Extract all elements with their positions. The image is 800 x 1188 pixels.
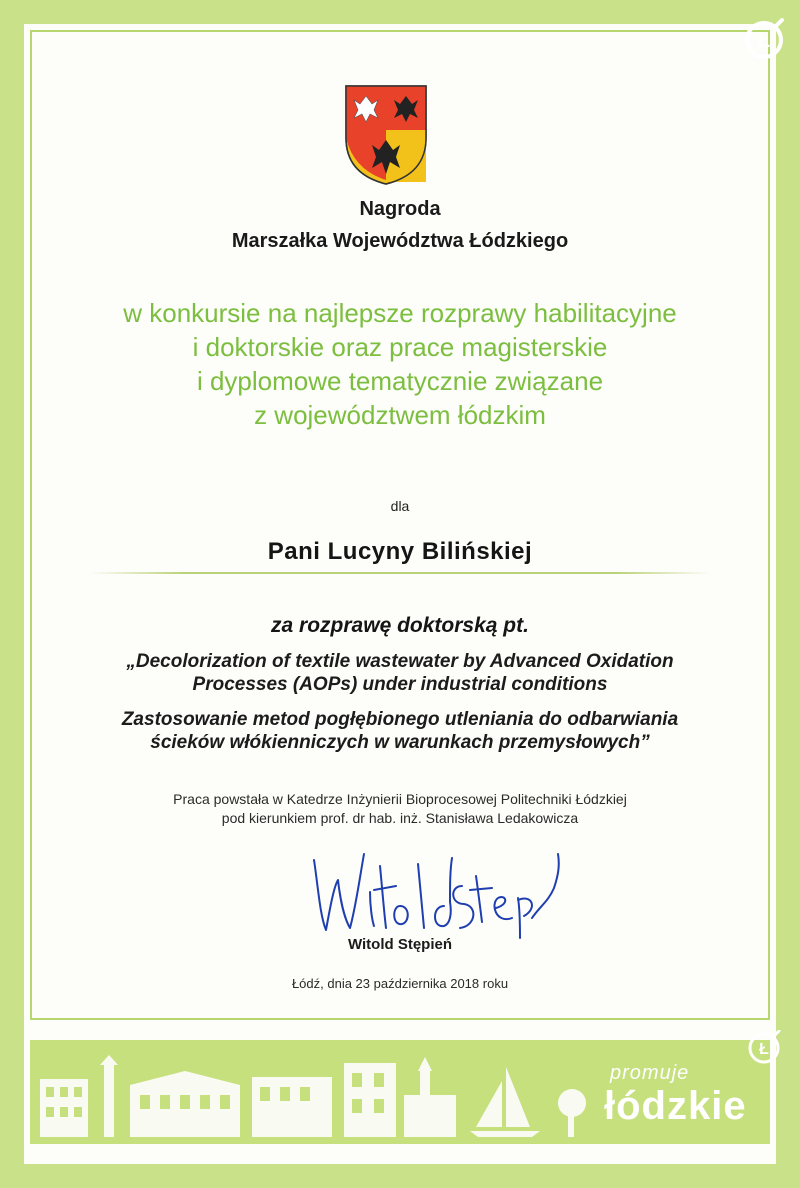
for-label: dla — [390, 498, 410, 514]
coat-of-arms-icon — [342, 82, 430, 186]
thesis-title-en-line: „Decolorization of textile wastewater by Advanced Oxidation — [126, 651, 674, 672]
award-title: Nagroda — [359, 198, 441, 220]
contest-line: i doktorskie oraz prace magisterskie — [192, 332, 608, 362]
origin-line: pod kierunkiem prof. dr hab. inż. Stanisława Ledakowicza — [221, 810, 579, 826]
contest-description — [60, 296, 740, 432]
award-subtitle: Marszałka Województwa Łódzkiego — [231, 230, 569, 252]
contest-line: z województwem łódzkim — [254, 400, 546, 430]
thesis-title-pl-line: Zastosowanie metod pogłębionego utleniania do odbarwiania — [121, 709, 679, 730]
lodzkie-banner-badge-icon — [746, 1030, 782, 1066]
thesis-title — [60, 650, 740, 754]
contest-line: i dyplomowe tematycznie związane — [196, 366, 604, 396]
issue-date: Łódź, dnia 23 października 2018 roku — [291, 976, 509, 991]
recipient-name: Pani Lucyny Bilińskiej — [267, 538, 533, 565]
origin-line: Praca powstała w Katedrze Inżynierii Bioprocesowej Politechniki Łódzkiej — [173, 791, 627, 807]
city-skyline-icon — [40, 1055, 600, 1137]
thesis-title-pl-line: ścieków włókienniczych w warunkach przemysłowych” — [150, 732, 650, 753]
badge-letter: Ł — [757, 30, 771, 52]
recipient-underline — [90, 572, 710, 574]
lodzkie-badge-icon — [742, 18, 786, 62]
thesis-gap — [60, 696, 740, 708]
thesis-lead: za rozprawę doktorską pt. — [271, 614, 529, 637]
handwritten-signature — [300, 846, 580, 940]
promo-small-text: promuje — [610, 1062, 690, 1084]
promo-brand-text: łódzkie — [604, 1084, 747, 1128]
thesis-title-en-line: Processes (AOPs) under industrial conditions — [192, 674, 608, 695]
signer-name: Witold Stępień — [347, 936, 453, 953]
contest-line: w konkursie na najlepsze rozprawy habilitacyjne — [123, 298, 677, 328]
thesis-origin — [60, 790, 740, 828]
banner-badge-letter: Ł — [759, 1041, 769, 1058]
